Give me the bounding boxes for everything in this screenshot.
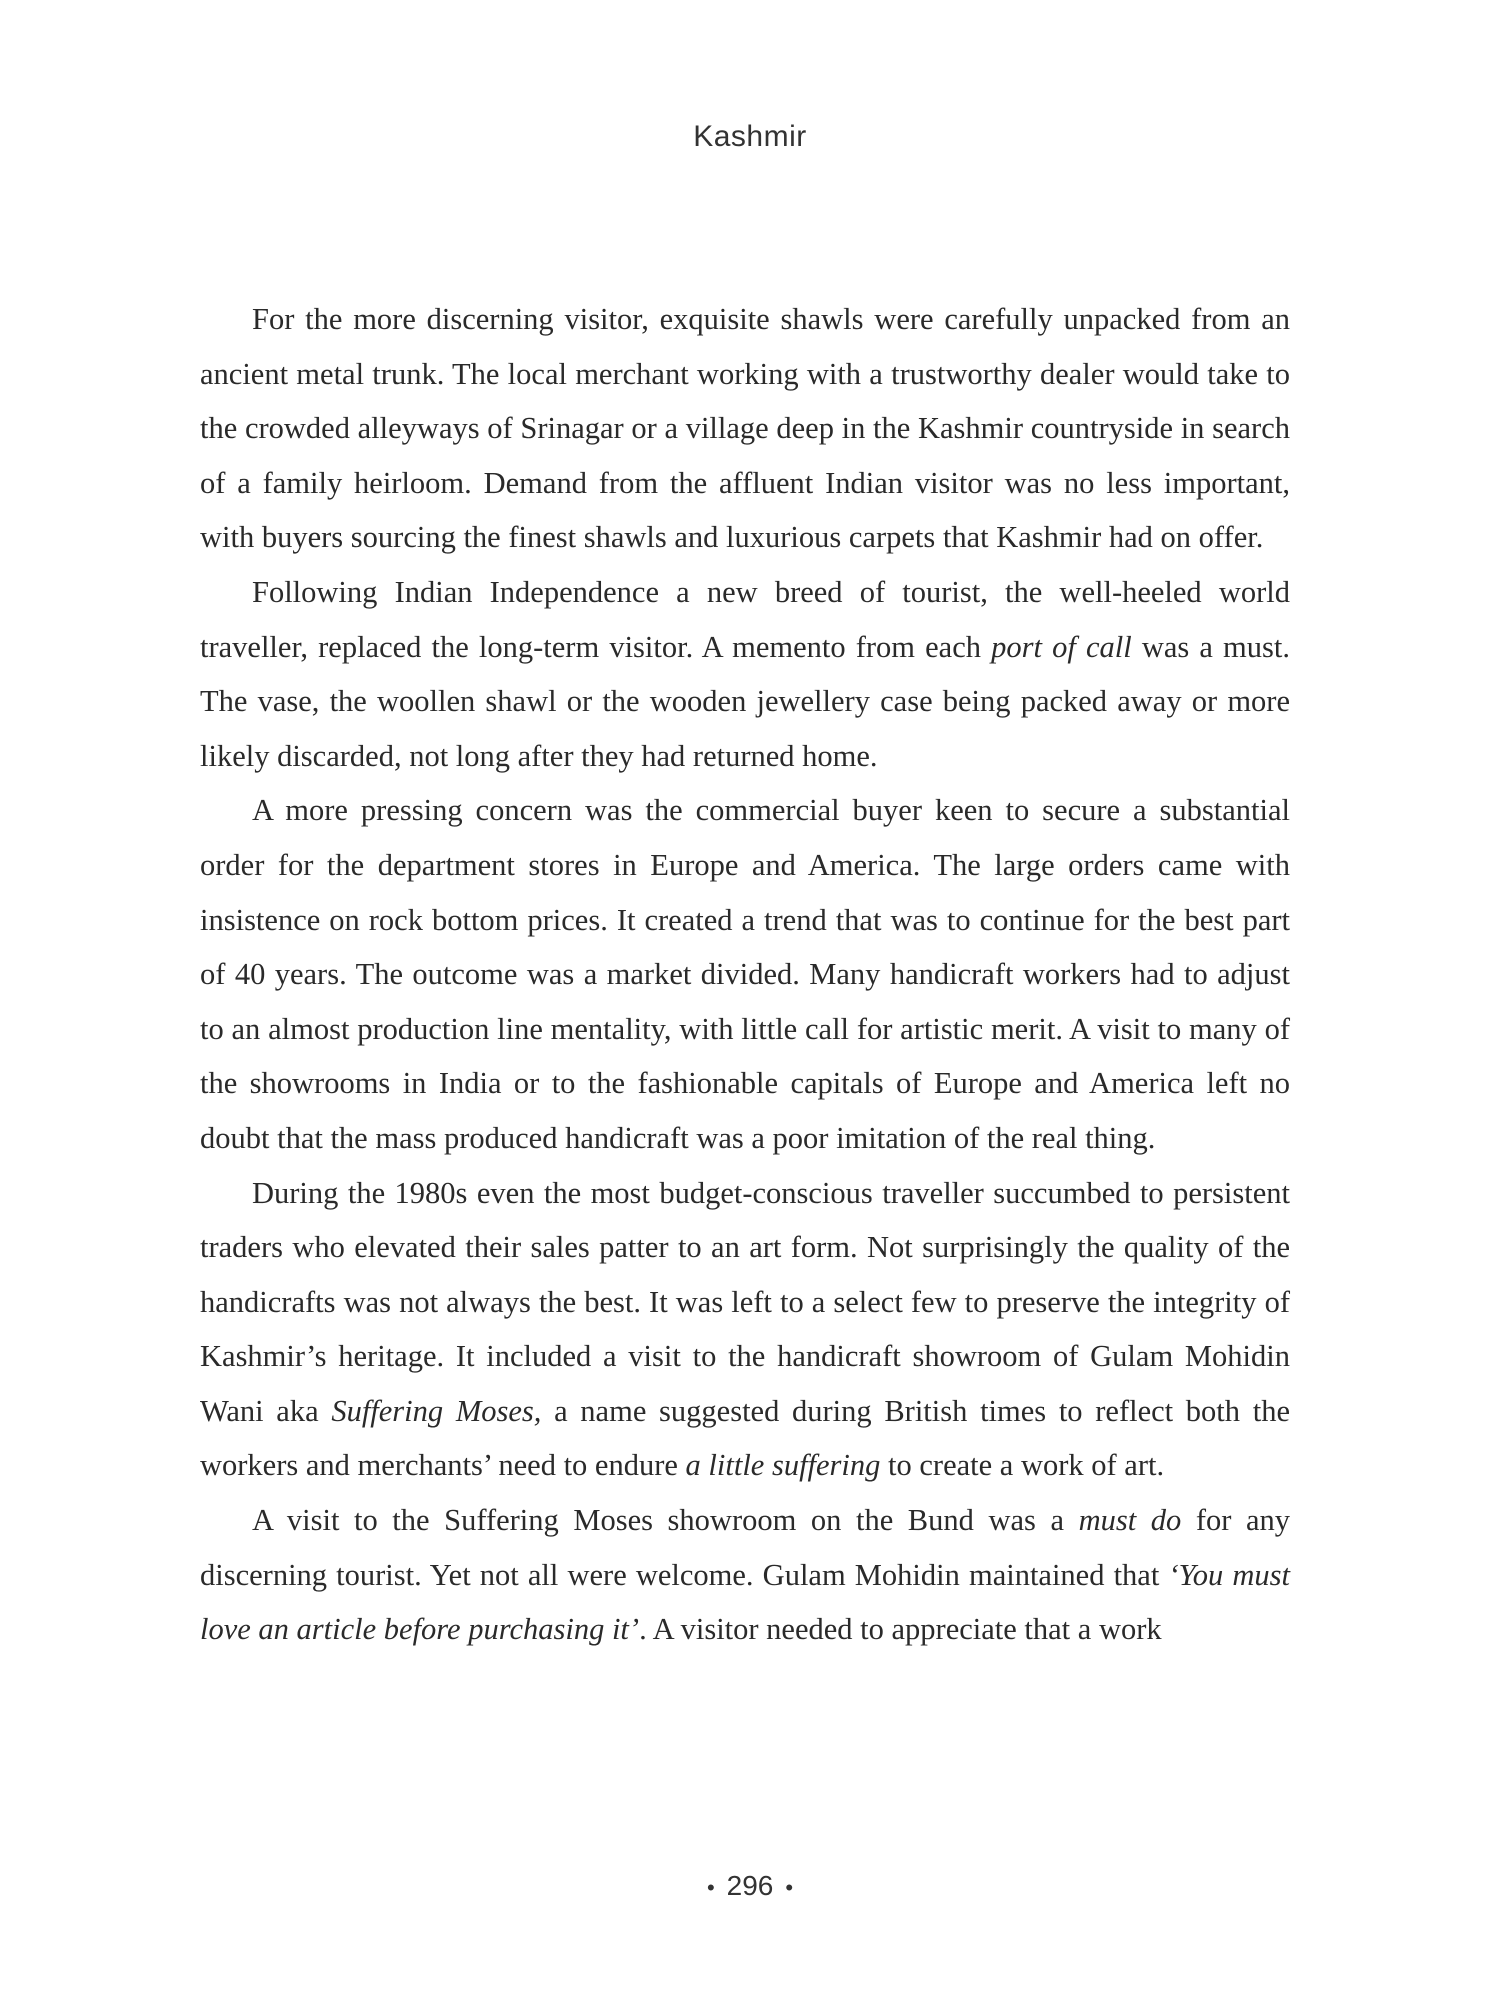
paragraph [200, 783, 1290, 1165]
folio-ornament-left: • [706, 1874, 715, 1900]
text-run: For the more discerning visitor, exquisite shawls were carefully unpacked from an ancient metal trunk. The local merchant working with a trustworthy dealer would take to the crowded alleyways of Srinagar or a village deep in the Kashmir countryside in search of a family heirloom. Demand from the affluent Indian visitor was no less important, with buyers sourcing the finest shawls and luxurious carpets that Kashmir had on offer. [200, 302, 1290, 555]
paragraph [200, 292, 1290, 565]
paragraph [200, 1493, 1290, 1657]
text-run: for any discerning tourist. Yet not all were welcome. Gulam Mohidin maintained that [200, 1503, 1290, 1592]
page-footer [0, 1870, 1500, 1902]
italic-phrase: port of call [991, 629, 1132, 664]
text-run: a name suggested during British times to reflect both the workers and merchants’ need to endure [200, 1393, 1290, 1483]
text-run: . A visitor needed to appreciate that a work [639, 1612, 1162, 1647]
italic-phrase: Suffering Moses, [331, 1393, 542, 1428]
italic-phrase: must do [1078, 1503, 1182, 1538]
paragraph [200, 565, 1290, 783]
folio-ornament-right: • [785, 1874, 794, 1900]
italic-phrase: a little suffering [685, 1448, 881, 1483]
paragraph [200, 1166, 1290, 1494]
running-head: Kashmir [693, 120, 807, 153]
text-run: A more pressing concern was the commercial buyer keen to secure a substantial order for the department stores in Europe and America. The large orders came with insistence on rock bottom prices. It created a trend that was to continue for the best part of 40 years. The outcome was a market divided. Many handicraft workers had to adjust to an almost production line mentality, with little call for artistic merit. A visit to many of the showrooms in India or to the fashionable capitals of Europe and America left no doubt that the mass produced handicraft was a poor imitation of the real thing. [200, 793, 1290, 1155]
text-run: to create a work of art. [880, 1448, 1165, 1483]
text-run: was a must. The vase, the woollen shawl or the wooden jewellery case being packed away or more likely discarded, not long after they had returned home. [200, 629, 1290, 773]
text-run: Following Indian Independence a new breed of tourist, the well-heeled world traveller, replaced the long-term visitor. A memento from each [200, 574, 1290, 664]
page-number: 296 [726, 1870, 774, 1901]
text-run: A visit to the Suffering Moses showroom on the Bund was a [252, 1503, 1079, 1538]
italic-phrase: ‘You must love an article before purchasing it’ [200, 1557, 1290, 1647]
body-text [200, 292, 1290, 1657]
text-run: During the 1980s even the most budget-conscious traveller succumbed to persistent traders who elevated their sales patter to an art form. Not surprisingly the quality of the handicrafts was not always the best. It was left to a select few to preserve the integrity of Kashmir’s heritage. It included a visit to the handicraft showroom of Gulam Mohidin Wani aka [200, 1175, 1290, 1428]
